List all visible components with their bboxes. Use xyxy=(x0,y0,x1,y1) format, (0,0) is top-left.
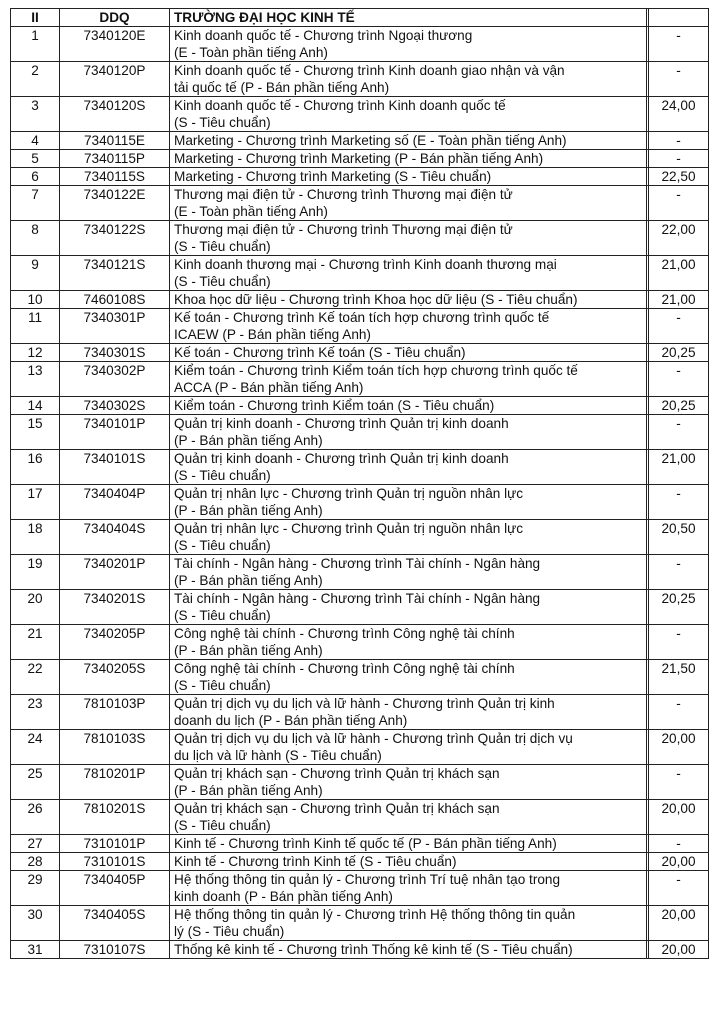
program-name-line: Kinh tế - Chương trình Kinh tế quốc tế (P - Bán phần tiếng Anh) xyxy=(174,836,557,851)
row-index: 15 xyxy=(11,415,60,450)
table-row xyxy=(11,906,709,941)
table-row xyxy=(11,730,709,765)
header-score xyxy=(649,9,709,27)
admission-score: 24,00 xyxy=(649,97,709,132)
row-index: 5 xyxy=(11,150,60,168)
program-name-line: Hệ thống thông tin quản lý - Chương trình Trí tuệ nhân tạo trong xyxy=(174,872,561,887)
program-name xyxy=(170,695,647,730)
program-code: 7340405P xyxy=(60,871,170,906)
admission-score: 21,00 xyxy=(649,450,709,485)
table-row xyxy=(11,186,709,221)
program-code: 7810201P xyxy=(60,765,170,800)
program-code: 7340302S xyxy=(60,397,170,415)
row-index: 6 xyxy=(11,168,60,186)
program-name-line: Kinh doanh quốc tế - Chương trình Ngoại thương xyxy=(174,28,473,43)
row-index: 23 xyxy=(11,695,60,730)
row-index: 21 xyxy=(11,625,60,660)
table-row xyxy=(11,625,709,660)
admission-score: 20,25 xyxy=(649,590,709,625)
admission-score: - xyxy=(649,695,709,730)
admission-score: 22,00 xyxy=(649,221,709,256)
program-name-line: (S - Tiêu chuẩn) xyxy=(174,239,271,254)
program-name-line: Marketing - Chương trình Marketing (P - Bán phần tiếng Anh) xyxy=(174,151,544,166)
program-name-line: Tài chính - Ngân hàng - Chương trình Tài chính - Ngân hàng xyxy=(174,556,541,571)
program-name-line: (S - Tiêu chuẩn) xyxy=(174,468,271,483)
program-code: 7340115P xyxy=(60,150,170,168)
admission-score: 21,50 xyxy=(649,660,709,695)
table-header-row xyxy=(11,9,709,27)
admission-score: - xyxy=(649,186,709,221)
admission-score: - xyxy=(649,835,709,853)
row-index: 13 xyxy=(11,362,60,397)
admission-score: - xyxy=(649,871,709,906)
program-name xyxy=(170,590,647,625)
program-name-line: (S - Tiêu chuẩn) xyxy=(174,608,271,623)
program-name xyxy=(170,853,647,871)
admission-score: - xyxy=(649,765,709,800)
table-row xyxy=(11,132,709,150)
row-index: 9 xyxy=(11,256,60,291)
table-row xyxy=(11,853,709,871)
program-name-line: Quản trị kinh doanh - Chương trình Quản trị kinh doanh xyxy=(174,416,509,431)
row-index: 27 xyxy=(11,835,60,853)
program-name-line: ICAEW (P - Bán phần tiếng Anh) xyxy=(174,327,371,342)
program-name-line: (S - Tiêu chuẩn) xyxy=(174,818,271,833)
program-code: 7340404S xyxy=(60,520,170,555)
table-row xyxy=(11,555,709,590)
program-code: 7340302P xyxy=(60,362,170,397)
row-index: 10 xyxy=(11,291,60,309)
admission-score: 21,00 xyxy=(649,291,709,309)
admission-score: - xyxy=(649,309,709,344)
row-index: 25 xyxy=(11,765,60,800)
program-name-line: (P - Bán phần tiếng Anh) xyxy=(174,503,323,518)
program-name-line: Thương mại điện tử - Chương trình Thương mại điện tử xyxy=(174,222,513,237)
header-index: II xyxy=(11,9,60,27)
program-name xyxy=(170,941,647,959)
program-name-line: Marketing - Chương trình Marketing số (E - Toàn phần tiếng Anh) xyxy=(174,133,567,148)
program-code: 7340120E xyxy=(60,27,170,62)
program-name xyxy=(170,450,647,485)
program-code: 7340115S xyxy=(60,168,170,186)
program-code: 7340122E xyxy=(60,186,170,221)
program-name xyxy=(170,309,647,344)
table-row xyxy=(11,168,709,186)
program-name-line: (P - Bán phần tiếng Anh) xyxy=(174,643,323,658)
admission-score: - xyxy=(649,415,709,450)
program-code: 7340115E xyxy=(60,132,170,150)
table-row xyxy=(11,256,709,291)
row-index: 8 xyxy=(11,221,60,256)
admission-score: - xyxy=(649,625,709,660)
program-name-line: Marketing - Chương trình Marketing (S - Tiêu chuẩn) xyxy=(174,169,492,184)
admission-score: 20,00 xyxy=(649,730,709,765)
program-name-line: Tài chính - Ngân hàng - Chương trình Tài chính - Ngân hàng xyxy=(174,591,541,606)
program-name-line: Quản trị nhân lực - Chương trình Quản trị nguồn nhân lực xyxy=(174,521,524,536)
table-row xyxy=(11,590,709,625)
program-name-line: doanh du lịch (P - Bán phần tiếng Anh) xyxy=(174,713,408,728)
program-name-line: (P - Bán phần tiếng Anh) xyxy=(174,433,323,448)
program-name-line: Quản trị kinh doanh - Chương trình Quản trị kinh doanh xyxy=(174,451,509,466)
admission-score: 20,25 xyxy=(649,397,709,415)
admission-score: - xyxy=(649,62,709,97)
header-code: DDQ xyxy=(60,9,170,27)
admission-score: 21,00 xyxy=(649,256,709,291)
program-name-line: (S - Tiêu chuẩn) xyxy=(174,115,271,130)
table-row xyxy=(11,835,709,853)
admission-score: 20,00 xyxy=(649,853,709,871)
row-index: 7 xyxy=(11,186,60,221)
row-index: 31 xyxy=(11,941,60,959)
program-code: 7460108S xyxy=(60,291,170,309)
table-row xyxy=(11,660,709,695)
program-code: 7810201S xyxy=(60,800,170,835)
program-name xyxy=(170,344,647,362)
program-code: 7810103S xyxy=(60,730,170,765)
program-name xyxy=(170,221,647,256)
table-row xyxy=(11,800,709,835)
table-row xyxy=(11,871,709,906)
row-index: 17 xyxy=(11,485,60,520)
program-name-line: Thương mại điện tử - Chương trình Thương mại điện tử xyxy=(174,187,513,202)
program-name-line: Thống kê kinh tế - Chương trình Thống kê kinh tế (S - Tiêu chuẩn) xyxy=(174,942,573,957)
program-name-line: du lịch và lữ hành (S - Tiêu chuẩn) xyxy=(174,748,382,763)
row-index: 22 xyxy=(11,660,60,695)
program-code: 7810103P xyxy=(60,695,170,730)
program-name-line: (S - Tiêu chuẩn) xyxy=(174,678,271,693)
program-code: 7310101S xyxy=(60,853,170,871)
admission-score: 20,00 xyxy=(649,800,709,835)
admission-score: - xyxy=(649,362,709,397)
table-row xyxy=(11,520,709,555)
program-name xyxy=(170,765,647,800)
table-row xyxy=(11,695,709,730)
table-row xyxy=(11,221,709,256)
row-index: 30 xyxy=(11,906,60,941)
program-code: 7340404P xyxy=(60,485,170,520)
table-row xyxy=(11,415,709,450)
program-name-line: Quản trị dịch vụ du lịch và lữ hành - Chương trình Quản trị dịch vụ xyxy=(174,731,573,746)
row-index: 12 xyxy=(11,344,60,362)
program-name-line: Quản trị dịch vụ du lịch và lữ hành - Chương trình Quản trị kinh xyxy=(174,696,555,711)
table-row xyxy=(11,27,709,62)
program-name xyxy=(170,97,647,132)
header-university-name: TRƯỜNG ĐẠI HỌC KINH TẾ xyxy=(170,9,647,27)
table-row xyxy=(11,150,709,168)
program-name-line: Quản trị khách sạn - Chương trình Quản trị khách sạn xyxy=(174,801,500,816)
row-index: 11 xyxy=(11,309,60,344)
admission-score: 20,25 xyxy=(649,344,709,362)
program-code: 7340121S xyxy=(60,256,170,291)
table-row xyxy=(11,941,709,959)
table-body xyxy=(11,27,709,959)
program-code: 7340205S xyxy=(60,660,170,695)
program-name xyxy=(170,150,647,168)
table-row xyxy=(11,765,709,800)
program-code: 7340101P xyxy=(60,415,170,450)
table-row xyxy=(11,362,709,397)
program-name-line: ACCA (P - Bán phần tiếng Anh) xyxy=(174,380,364,395)
admission-score: - xyxy=(649,27,709,62)
program-name-line: Kế toán - Chương trình Kế toán (S - Tiêu chuẩn) xyxy=(174,345,466,360)
program-code: 7340405S xyxy=(60,906,170,941)
row-index: 14 xyxy=(11,397,60,415)
program-name-line: (P - Bán phần tiếng Anh) xyxy=(174,783,323,798)
row-index: 1 xyxy=(11,27,60,62)
program-name-line: (E - Toàn phần tiếng Anh) xyxy=(174,45,328,60)
program-name-line: (S - Tiêu chuẩn) xyxy=(174,538,271,553)
program-name-line: lý (S - Tiêu chuẩn) xyxy=(174,924,285,939)
program-code: 7340120S xyxy=(60,97,170,132)
program-name-line: Kiểm toán - Chương trình Kiểm toán (S - Tiêu chuẩn) xyxy=(174,398,495,413)
program-name-line: Hệ thống thông tin quản lý - Chương trình Hệ thống thông tin quản xyxy=(174,907,576,922)
program-name-line: Kinh doanh quốc tế - Chương trình Kinh doanh giao nhận và vận xyxy=(174,63,565,78)
program-name xyxy=(170,625,647,660)
row-index: 26 xyxy=(11,800,60,835)
program-name-line: tải quốc tế (P - Bán phần tiếng Anh) xyxy=(174,80,390,95)
program-name xyxy=(170,415,647,450)
program-name xyxy=(170,362,647,397)
program-name-line: (P - Bán phần tiếng Anh) xyxy=(174,573,323,588)
program-name xyxy=(170,520,647,555)
admission-score: - xyxy=(649,555,709,590)
program-name-line: (E - Toàn phần tiếng Anh) xyxy=(174,204,328,219)
program-code: 7340301S xyxy=(60,344,170,362)
row-index: 2 xyxy=(11,62,60,97)
program-name xyxy=(170,132,647,150)
row-index: 29 xyxy=(11,871,60,906)
admission-score: - xyxy=(649,485,709,520)
program-code: 7340301P xyxy=(60,309,170,344)
admission-score: - xyxy=(649,150,709,168)
program-name xyxy=(170,291,647,309)
table-row xyxy=(11,62,709,97)
program-name-line: Quản trị nhân lực - Chương trình Quản trị nguồn nhân lực xyxy=(174,486,524,501)
table-row xyxy=(11,397,709,415)
program-name xyxy=(170,186,647,221)
admission-score-table xyxy=(10,8,709,959)
table-row xyxy=(11,309,709,344)
program-name-line: Khoa học dữ liệu - Chương trình Khoa học dữ liệu (S - Tiêu chuẩn) xyxy=(174,292,578,307)
admission-score: 20,00 xyxy=(649,941,709,959)
program-name-line: Công nghệ tài chính - Chương trình Công nghệ tài chính xyxy=(174,661,515,676)
program-name xyxy=(170,256,647,291)
program-name xyxy=(170,871,647,906)
admission-score: 22,50 xyxy=(649,168,709,186)
program-code: 7340101S xyxy=(60,450,170,485)
program-name xyxy=(170,27,647,62)
row-index: 19 xyxy=(11,555,60,590)
program-code: 7340205P xyxy=(60,625,170,660)
table-row xyxy=(11,344,709,362)
row-index: 18 xyxy=(11,520,60,555)
program-name-line: Kinh tế - Chương trình Kinh tế (S - Tiêu chuẩn) xyxy=(174,854,457,869)
admission-score: 20,00 xyxy=(649,906,709,941)
program-name xyxy=(170,800,647,835)
row-index: 3 xyxy=(11,97,60,132)
program-name-line: Kinh doanh quốc tế - Chương trình Kinh doanh quốc tế xyxy=(174,98,506,113)
program-name xyxy=(170,906,647,941)
program-name-line: kinh doanh (P - Bán phần tiếng Anh) xyxy=(174,889,393,904)
table-row xyxy=(11,450,709,485)
table-row xyxy=(11,291,709,309)
program-name-line: Công nghệ tài chính - Chương trình Công nghệ tài chính xyxy=(174,626,515,641)
program-name-line: (S - Tiêu chuẩn) xyxy=(174,274,271,289)
table-row xyxy=(11,485,709,520)
program-name xyxy=(170,555,647,590)
program-code: 7340122S xyxy=(60,221,170,256)
program-code: 7340201S xyxy=(60,590,170,625)
program-name xyxy=(170,730,647,765)
admission-score: 20,50 xyxy=(649,520,709,555)
program-name-line: Quản trị khách sạn - Chương trình Quản trị khách sạn xyxy=(174,766,500,781)
row-index: 20 xyxy=(11,590,60,625)
row-index: 28 xyxy=(11,853,60,871)
program-name xyxy=(170,62,647,97)
program-code: 7310101P xyxy=(60,835,170,853)
program-name-line: Kinh doanh thương mại - Chương trình Kinh doanh thương mại xyxy=(174,257,557,272)
admission-score: - xyxy=(649,132,709,150)
program-name xyxy=(170,660,647,695)
program-code: 7310107S xyxy=(60,941,170,959)
program-code: 7340120P xyxy=(60,62,170,97)
program-name-line: Kiểm toán - Chương trình Kiểm toán tích hợp chương trình quốc tế xyxy=(174,363,578,378)
program-code: 7340201P xyxy=(60,555,170,590)
row-index: 16 xyxy=(11,450,60,485)
row-index: 24 xyxy=(11,730,60,765)
program-name xyxy=(170,485,647,520)
row-index: 4 xyxy=(11,132,60,150)
program-name xyxy=(170,835,647,853)
program-name xyxy=(170,168,647,186)
table-row xyxy=(11,97,709,132)
program-name-line: Kế toán - Chương trình Kế toán tích hợp chương trình quốc tế xyxy=(174,310,550,325)
program-name xyxy=(170,397,647,415)
